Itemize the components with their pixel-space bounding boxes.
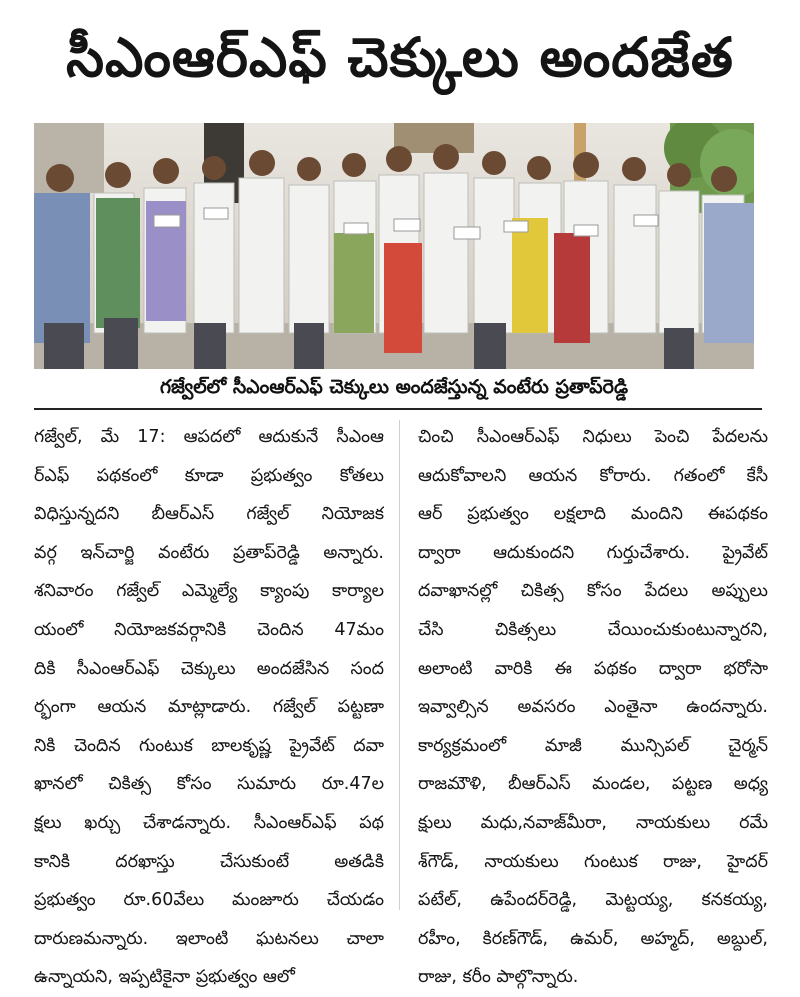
article-line: ఆదుకోవాలని ఆయన కోరారు. గతంలో కేసీ [418,465,768,486]
photo-caption: గజ్వేల్‌లో సీఎంఆర్ఎఫ్ చెక్కులు అందజేస్తున్న వంటేరు ప్రతాప్‌రెడ్డి [159,376,629,398]
column-divider [399,420,400,910]
article-line: ఖానలో చికిత్స కోసం సుమారు రూ.47ల [34,774,384,795]
article-line: ద్వారా ఆదుకుందని గుర్తుచేశారు. ప్రైవేట్ [418,542,768,563]
article-line: దికి సీఎంఆర్ఎఫ్ చెక్కులు అందజేసిన సంద [34,658,384,679]
article-line: విధిస్తున్నదని బీఆర్ఎస్ గజ్వేల్ నియోజక [34,504,384,525]
caption-divider [34,408,762,410]
article-line: రాజు, కరీం పాల్గొన్నారు. [418,967,579,988]
article-line: చించి సీఎంఆర్ఎఫ్ నిధులు పెంచి పేదలను [418,427,768,447]
article-column-right [418,418,768,997]
article-line: శ్‌గౌడ్, నాయకులు గుంటుక రాజు, హైదర్ [418,851,768,872]
article-line: దవాఖానల్లో చికిత్స కోసం పేదలు అప్పులు [418,581,768,602]
article-line: గజ్వేల్, మే 17: ఆపదలో ఆదుకునే సీఎంఆ [34,427,384,447]
article-line: కార్యక్రమంలో మాజీ మున్సిపల్ చైర్మన్ [418,735,768,756]
article-line: ర్భంగా ఆయన మాట్లాడారు. గజ్వేల్ పట్టణా [34,697,384,718]
article-line: రహీం, కిరణ్‌గౌడ్, ఉమర్, అహ్మద్, అబ్దుల్, [418,928,768,949]
article-line: పటేల్, ఉపేందర్‌రెడ్డి, మెట్టయ్య, కనకయ్య, [418,890,768,911]
article-line: దారుణమన్నారు. ఇలాంటి ఘటనలు చాలా [34,928,384,949]
article-line: చేసి చికిత్సలు చేయించుకుంటున్నారని, [418,619,768,640]
article-line: యంలో నియోజకవర్గానికి చెందిన 47మం [34,619,384,640]
group-photo-illustration [34,123,754,369]
headline: సీఎంఆర్ఎఫ్ చెక్కులు అందజేత [66,26,734,89]
article-line: కానికి దరఖాస్తు చేసుకుంటే అతడికి [34,851,384,872]
article-line: ర్ఎఫ్ పథకంలో కూడా ప్రభుత్వం కోతలు [34,465,384,486]
article-line: వర్గ ఇన్‌చార్జి వంటేరు ప్రతాప్‌రెడ్డి అన్నారు. [34,542,384,563]
article-line: క్షులు మధు,నవాజ్‌మీరా, నాయకులు రమే [418,812,768,833]
article-line: శనివారం గజ్వేల్ ఎమ్మెల్యే క్యాంపు కార్యాల [34,581,384,602]
group-photo [34,123,754,369]
article-line: నికి చెందిన గుంటుక బాలకృష్ణ ప్రైవేట్ దవా [34,735,384,756]
article-column-left [34,418,384,997]
article-line: ఆర్ ప్రభుత్వం లక్షలాది మందిని ఈపథకం [418,504,768,525]
article-line: ప్రభుత్వం రూ.60వేలు మంజూరు చేయడం [34,890,384,911]
article-line: ఉన్నాయని, ఇప్పటికైనా ప్రభుత్వం ఆలో [34,967,295,988]
article-line: అలాంటి వారికి ఈ పథకం ద్వారా భరోసా [418,658,768,679]
article-line: ఇవ్వాల్సిన అవసరం ఎంతైనా ఉందన్నారు. [418,697,768,718]
article-line: క్షలు ఖర్చు చేశాడన్నారు. సీఎంఆర్ఎఫ్ పథ [34,812,384,833]
article-line: రాజమౌళి, బీఆర్ఎస్ మండల, పట్టణ అధ్య [418,774,768,795]
